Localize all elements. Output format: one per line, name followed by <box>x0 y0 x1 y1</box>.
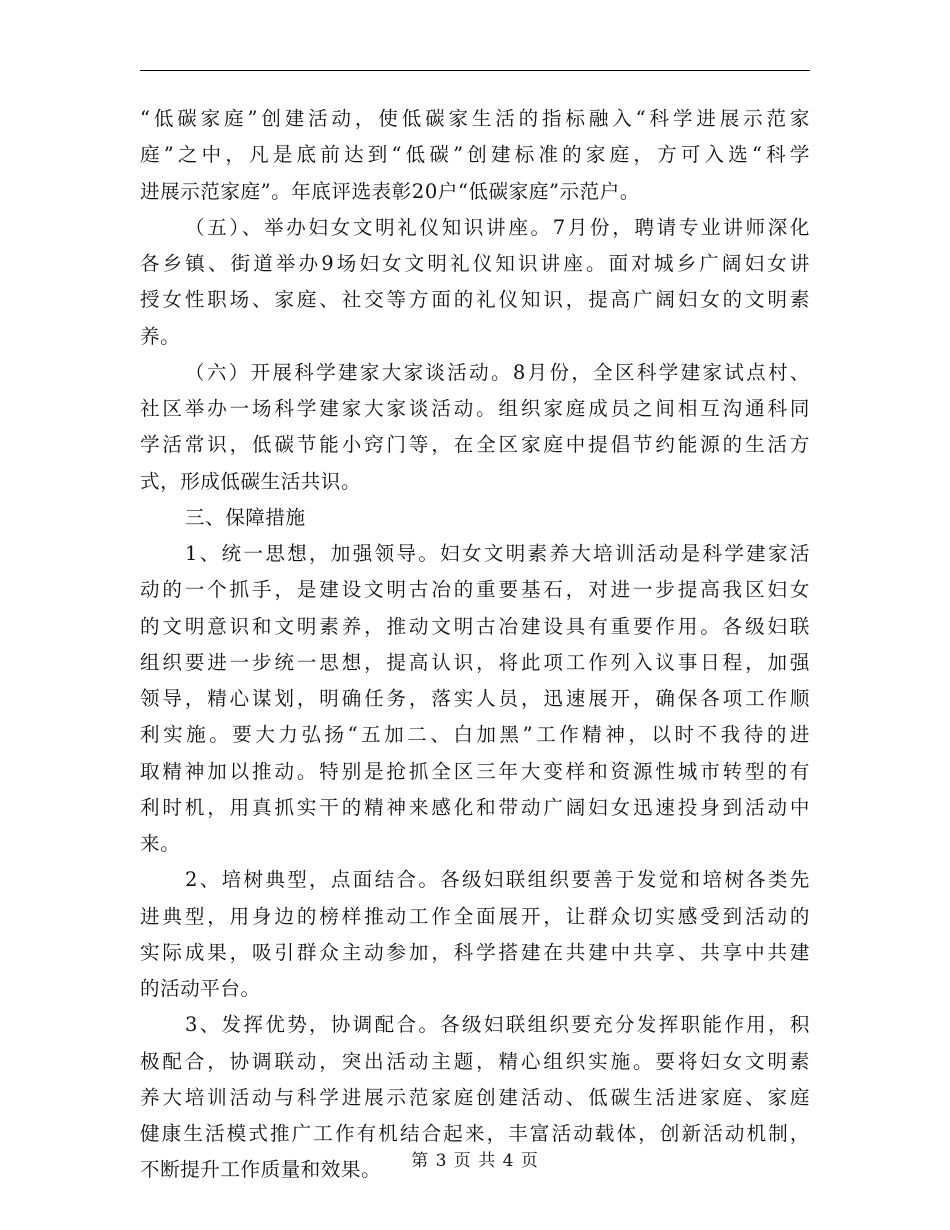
text-line: 的活动平台。 <box>140 977 261 1000</box>
text-line: 不断提升工作质量和效果。 <box>140 1158 382 1182</box>
text-line: 健康生活模式推广工作有机结合起来，丰富活动载体，创新活动机制， <box>140 1122 810 1145</box>
text-line: 三、保障措施 <box>185 505 306 529</box>
text-line: 利实施。要大力弘扬“五加二、白加黑”工作精神，以时不我待的进 <box>140 723 810 747</box>
text-line: 利时机，用真抓实干的精神来感化和带动广阔妇女迅速投身到活动中 <box>140 795 810 819</box>
header-rule <box>140 70 810 71</box>
text-line: 来。 <box>140 832 181 855</box>
text-line: 进典型，用身边的榜样推动工作全面展开，让群众切实感受到活动的 <box>140 904 810 928</box>
text-line: 庭”之中，凡是底前达到“低碳”创建标准的家庭，方可入选“科学 <box>140 143 810 167</box>
text-line: 极配合，协调联动，突出活动主题，精心组织实施。要将妇女文明素 <box>140 1049 810 1073</box>
text-line: “低碳家庭”创建活动，使低碳家生活的指标融入“科学进展示范家 <box>140 107 810 130</box>
text-line: 组织要进一步统一思想，提高认识，将此项工作列入议事日程，加强 <box>140 650 810 674</box>
text-line: （六）开展科学建家大家谈活动。8月份，全区科学建家试点村、 <box>185 360 810 384</box>
text-line: 养大培训活动与科学进展示范家庭创建活动、低碳生活进家庭、家庭 <box>140 1085 810 1109</box>
text-line: 取精神加以推动。特别是抢抓全区三年大变样和资源性城市转型的有 <box>140 759 810 783</box>
text-line: 动的一个抓手，是建设文明古冶的重要基石，对进一步提高我区妇女 <box>140 578 810 602</box>
text-line: 养。 <box>140 324 181 348</box>
text-line: 授女性职场、家庭、社交等方面的礼仪知识，提高广阔妇女的文明素 <box>140 288 810 312</box>
text-line: 进展示范家庭”。年底评选表彰20户“低碳家庭”示范户。 <box>140 179 640 203</box>
text-line: 1、统一思想，加强领导。妇女文明素养大培训活动是科学建家活 <box>185 542 810 565</box>
text-line: 3、发挥优势，协调配合。各级妇联组织要充分发挥职能作用，积 <box>185 1013 810 1037</box>
text-line: 领导，精心谋划，明确任务，落实人员，迅速展开，确保各项工作顺 <box>140 687 810 710</box>
text-line: 学活常识，低碳节能小窍门等，在全区家庭中提倡节约能源的生活方 <box>140 433 810 457</box>
text-line: （五）、举办妇女文明礼仪知识讲座。7月份，聘请专业讲师深化 <box>185 215 810 239</box>
text-line: 2、培树典型，点面结合。各级妇联组织要善于发觉和培树各类先 <box>185 868 810 892</box>
text-line: 各乡镇、街道举办9场妇女文明礼仪知识讲座。面对城乡广阔妇女讲 <box>140 252 810 275</box>
text-line: 的文明意识和文明素养，推动文明古冶建设具有重要作用。各级妇联 <box>140 614 810 638</box>
text-line: 实际成果，吸引群众主动参加，科学搭建在共建中共享、共享中共建 <box>140 940 810 964</box>
page-number-footer: 第 3 页 共 4 页 <box>411 1151 539 1171</box>
document-body <box>140 101 810 1189</box>
text-line: 式，形成低碳生活共识。 <box>140 469 362 493</box>
text-line: 社区举办一场科学建家大家谈活动。组织家庭成员之间相互沟通科同 <box>140 397 810 420</box>
